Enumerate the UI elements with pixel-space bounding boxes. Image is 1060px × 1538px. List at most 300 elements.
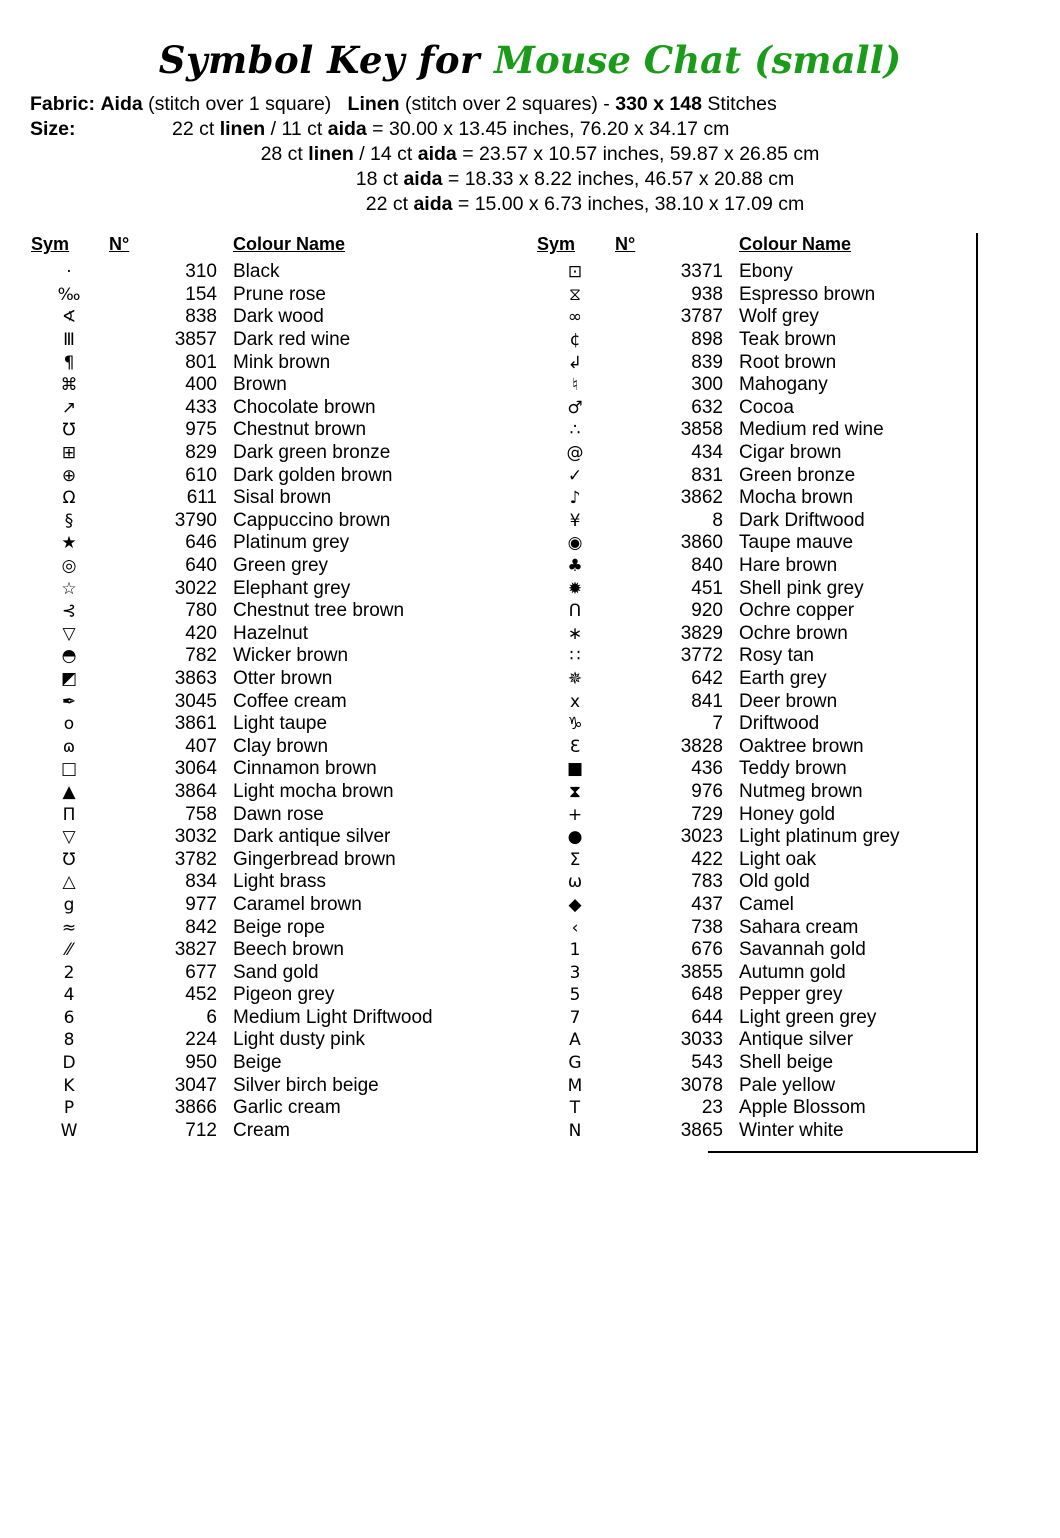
cell-colour-name-right: Camel (739, 893, 794, 915)
cell-gap (520, 826, 536, 849)
cell-colour-name-left: Chestnut brown (233, 419, 367, 441)
cell-number-left: 224 (185, 1029, 217, 1051)
symbol-glyph: T (569, 1098, 581, 1119)
cell-number-left: 3864 (174, 780, 217, 802)
cell-colour-name-right: Apple Blossom (739, 1097, 866, 1119)
cell-symbol-right (536, 1029, 614, 1052)
cell-symbol-right (536, 645, 614, 668)
symbol-glyph: o (63, 714, 75, 735)
cell-symbol-right (536, 532, 614, 555)
cell-colour-name-right: Earth grey (739, 667, 827, 689)
stitch-count: 330 x 148 (615, 93, 702, 115)
cell-colour-name-left: Platinum grey (233, 532, 350, 554)
cell-gap (520, 1007, 536, 1030)
cell-symbol-right (536, 1052, 614, 1075)
cell-number-right: 3828 (680, 735, 723, 757)
symbol-glyph: ¥ (569, 510, 581, 531)
cell-colour-name-left: Light brass (233, 871, 326, 893)
cell-number-right: 738 (691, 916, 723, 938)
symbol-glyph: ◓ (61, 646, 77, 667)
cell-number-right: 783 (691, 871, 723, 893)
cell-colour-name-left: Chocolate brown (233, 396, 376, 418)
cell-colour-name-right: Espresso brown (739, 283, 876, 305)
size-value-4: 22 ct aida = 15.00 x 6.73 inches, 38.10 x 17.09 cm (365, 193, 805, 215)
cell-gap (520, 1074, 536, 1097)
cell-symbol-left (30, 781, 108, 804)
table-row (30, 329, 1026, 352)
cell-symbol-right (536, 623, 614, 646)
cell-symbol-left (30, 1120, 108, 1143)
cell-colour-name-left: Beige (233, 1052, 282, 1074)
cell-gap (520, 351, 536, 374)
cell-colour-name-left: Dark wood (233, 306, 324, 328)
cell-number-right: 920 (691, 600, 723, 622)
cell-colour-name-right: Light oak (739, 848, 817, 870)
cell-colour-name-right: Wolf grey (739, 306, 819, 328)
cell-symbol-left (30, 871, 108, 894)
cell-colour-name-right: Root brown (739, 351, 837, 373)
cell-symbol-left (30, 261, 108, 284)
table-row (30, 487, 1026, 510)
table-row (30, 984, 1026, 1007)
cell-gap (520, 916, 536, 939)
cell-number-right: 437 (691, 893, 723, 915)
cell-number-left: 3064 (174, 758, 217, 780)
cell-number-right: 434 (691, 442, 723, 464)
symbol-glyph: 3 (569, 962, 581, 983)
cell-colour-name-left: Green grey (233, 555, 329, 577)
symbol-glyph: § (64, 510, 74, 531)
cell-colour-name-left: Beech brown (233, 939, 344, 961)
cell-number-right: 676 (691, 939, 723, 961)
cell-symbol-right (536, 329, 614, 352)
cell-gap (520, 871, 536, 894)
cell-gap (520, 600, 536, 623)
cell-gap (520, 690, 536, 713)
cell-symbol-left (30, 329, 108, 352)
cell-number-left: 3857 (174, 329, 217, 351)
table-row (30, 600, 1026, 623)
symbol-glyph: ◆ (568, 894, 582, 915)
cell-symbol-right (536, 306, 614, 329)
cell-gap (520, 848, 536, 871)
symbol-glyph: A (569, 1030, 581, 1051)
symbol-glyph: 8 (63, 1030, 75, 1051)
symbol-glyph: ■ (566, 759, 584, 780)
cell-number-left: 3022 (174, 577, 217, 599)
cell-colour-name-right: Medium red wine (739, 419, 884, 441)
symbol-glyph: ▽ (62, 827, 76, 848)
cell-gap (520, 894, 536, 917)
cell-symbol-right (536, 374, 614, 397)
cell-number-left: 842 (185, 916, 217, 938)
symbol-glyph: ∴ (569, 420, 581, 441)
symbol-glyph: 2 (63, 962, 75, 983)
cell-number-left: 3045 (174, 690, 217, 712)
symbol-glyph: ⊡ (567, 262, 583, 283)
cell-symbol-left (30, 848, 108, 871)
cell-colour-name-left: Otter brown (233, 667, 333, 689)
cell-number-right: 841 (691, 690, 723, 712)
cell-colour-name-right: Savannah gold (739, 939, 866, 961)
cell-number-right: 3772 (680, 645, 723, 667)
cell-number-right: 3855 (680, 961, 723, 983)
cell-colour-name-left: Medium Light Driftwood (233, 1006, 433, 1028)
cell-colour-name-right: Light platinum grey (739, 826, 900, 848)
cell-gap (520, 645, 536, 668)
symbol-glyph: ▽ (62, 623, 76, 644)
document-page (0, 38, 1060, 1538)
table-row (30, 397, 1026, 420)
symbol-glyph: ∞ (567, 307, 583, 328)
cell-symbol-left (30, 397, 108, 420)
cell-colour-name-left: Mink brown (233, 351, 331, 373)
table-row (30, 577, 1026, 600)
cell-number-right: 938 (691, 283, 723, 305)
cell-number-left: 610 (185, 464, 217, 486)
cell-colour-name-right: Ebony (739, 261, 793, 283)
cell-colour-name-left: Dawn rose (233, 803, 324, 825)
cell-colour-name-right: Cigar brown (739, 442, 842, 464)
symbol-glyph: Ո (568, 601, 582, 622)
symbol-glyph: ♮ (571, 375, 579, 396)
cell-number-left: 3863 (174, 667, 217, 689)
cell-symbol-right (536, 758, 614, 781)
header-gap (520, 233, 536, 261)
cell-colour-name-right: Antique silver (739, 1029, 854, 1051)
cell-gap (520, 464, 536, 487)
symbol-glyph: 6 (63, 1007, 75, 1028)
symbol-glyph: ♣ (567, 556, 583, 577)
cell-colour-name-left: Coffee cream (233, 690, 347, 712)
cell-colour-name-left: Pigeon grey (233, 984, 335, 1006)
cell-number-right: 3862 (680, 487, 723, 509)
cell-symbol-left (30, 939, 108, 962)
cell-symbol-right (536, 735, 614, 758)
cell-symbol-left (30, 306, 108, 329)
cell-number-right: 3078 (680, 1074, 723, 1096)
table-row (30, 645, 1026, 668)
cell-gap (520, 577, 536, 600)
cell-number-right: 8 (712, 509, 723, 531)
symbol-glyph: ℧ (62, 420, 76, 441)
symbol-glyph: K (63, 1075, 75, 1096)
cell-number-right: 3858 (680, 419, 723, 441)
cell-symbol-right (536, 871, 614, 894)
cell-symbol-right (536, 826, 614, 849)
cell-colour-name-right: Honey gold (739, 803, 836, 825)
cell-symbol-left (30, 894, 108, 917)
cell-symbol-left (30, 532, 108, 555)
fabric-line (30, 92, 1030, 117)
cell-number-left: 640 (185, 555, 217, 577)
cell-number-left: 977 (185, 893, 217, 915)
cell-colour-name-left: Garlic cream (233, 1097, 341, 1119)
table-row (30, 1074, 1026, 1097)
size-value-3: 18 ct aida = 18.33 x 8.22 inches, 46.57 x 20.88 cm (355, 168, 795, 190)
cell-gap (520, 803, 536, 826)
cell-number-right: 3023 (680, 826, 723, 848)
table-row (30, 510, 1026, 533)
symbol-glyph: 7 (569, 1007, 581, 1028)
symbol-glyph: Σ (569, 849, 581, 870)
cell-symbol-left (30, 690, 108, 713)
cell-number-right: 436 (691, 758, 723, 780)
cell-colour-name-left: Caramel brown (233, 893, 362, 915)
symbol-glyph: □ (60, 759, 78, 780)
table-row (30, 894, 1026, 917)
header-name-right: Colour Name (739, 234, 852, 254)
symbol-glyph: ω (567, 872, 583, 893)
cell-number-right: 3787 (680, 306, 723, 328)
cell-number-left: 3032 (174, 826, 217, 848)
cell-symbol-right (536, 464, 614, 487)
symbol-glyph: ∗ (567, 623, 583, 644)
cell-colour-name-right: Light green grey (739, 1006, 877, 1028)
cell-number-left: 801 (185, 351, 217, 373)
symbol-glyph: W (60, 1120, 78, 1141)
symbol-glyph: N (568, 1120, 582, 1141)
table-header-row (30, 233, 1026, 261)
size-value-2: 28 ct linen / 14 ct aida = 23.57 x 10.57 inches, 59.87 x 26.85 cm (260, 143, 820, 165)
symbol-glyph: Ⅲ (63, 330, 75, 351)
table-row (30, 916, 1026, 939)
cell-gap (520, 419, 536, 442)
title-main-text: Symbol Key for (158, 38, 481, 82)
cell-colour-name-left: Beige rope (233, 916, 325, 938)
cell-symbol-right (536, 397, 614, 420)
cell-number-left: 712 (185, 1119, 217, 1141)
cell-symbol-left (30, 1029, 108, 1052)
cell-gap (520, 713, 536, 736)
symbol-glyph: ≈ (61, 917, 77, 938)
symbol-glyph: ♪ (569, 488, 581, 509)
cell-symbol-right (536, 916, 614, 939)
cell-symbol-left (30, 1097, 108, 1120)
cell-number-left: 400 (185, 374, 217, 396)
symbol-glyph: ∢ (61, 307, 77, 328)
cell-symbol-right (536, 894, 614, 917)
cell-colour-name-left: Brown (233, 374, 287, 396)
cell-symbol-right (536, 781, 614, 804)
linen-label: Linen (347, 93, 400, 115)
table-row (30, 555, 1026, 578)
cell-number-right: 3371 (680, 261, 723, 283)
cell-number-left: 3047 (174, 1074, 217, 1096)
cell-symbol-right (536, 848, 614, 871)
cell-colour-name-right: Mahogany (739, 374, 828, 396)
cell-number-left: 758 (185, 803, 217, 825)
cell-symbol-right (536, 1007, 614, 1030)
cell-number-left: 950 (185, 1052, 217, 1074)
cell-symbol-left (30, 668, 108, 691)
cell-symbol-left (30, 826, 108, 849)
cell-gap (520, 961, 536, 984)
cell-symbol-right (536, 510, 614, 533)
symbol-glyph: ♂ (567, 397, 583, 418)
aida-label: Aida (100, 93, 143, 115)
symbol-glyph: ✒ (61, 691, 77, 712)
symbol-glyph: M (567, 1075, 583, 1096)
symbol-key-table (30, 233, 1026, 1142)
table-row (30, 464, 1026, 487)
table-row (30, 848, 1026, 871)
symbol-glyph: ☆ (61, 578, 77, 599)
cell-colour-name-left: Cream (233, 1119, 291, 1141)
cell-gap (520, 668, 536, 691)
cell-colour-name-right: Shell beige (739, 1052, 834, 1074)
symbol-glyph: D (62, 1053, 76, 1074)
cell-colour-name-right: Teddy brown (739, 758, 847, 780)
symbol-glyph: Ʊ (62, 849, 76, 870)
cell-number-left: 780 (185, 600, 217, 622)
cell-number-left: 838 (185, 306, 217, 328)
cell-gap (520, 939, 536, 962)
cell-gap (520, 329, 536, 352)
cell-colour-name-right: Mocha brown (739, 487, 854, 509)
cell-colour-name-left: Gingerbread brown (233, 848, 396, 870)
symbol-glyph: ↗ (61, 397, 77, 418)
table-row (30, 781, 1026, 804)
cell-colour-name-left: Dark green bronze (233, 442, 391, 464)
cell-colour-name-right: Hare brown (739, 555, 838, 577)
cell-colour-name-right: Autumn gold (739, 961, 846, 983)
table-row (30, 735, 1026, 758)
symbol-glyph: ✵ (567, 668, 583, 689)
cell-symbol-right (536, 1074, 614, 1097)
size-line-2 (30, 142, 1030, 167)
symbol-glyph: ¶ (63, 352, 75, 373)
symbol-glyph: ✓ (567, 465, 583, 486)
cell-number-left: 3827 (174, 939, 217, 961)
size-label: Size: (30, 118, 76, 140)
cell-colour-name-right: Ochre brown (739, 622, 848, 644)
cell-number-right: 632 (691, 396, 723, 418)
cell-number-right: 300 (691, 374, 723, 396)
symbol-glyph: @ (566, 443, 584, 464)
cell-colour-name-left: Light mocha brown (233, 780, 394, 802)
cell-symbol-right (536, 939, 614, 962)
table-row (30, 374, 1026, 397)
linen-note: (stitch over 2 squares) - (404, 93, 610, 115)
symbol-glyph: ⧖ (569, 284, 581, 305)
table-row (30, 871, 1026, 894)
cell-symbol-left (30, 487, 108, 510)
page-title (0, 38, 1060, 82)
cell-symbol-left (30, 464, 108, 487)
cell-number-left: 452 (185, 984, 217, 1006)
symbol-glyph: ¢ (569, 330, 581, 351)
cell-symbol-right (536, 961, 614, 984)
cell-colour-name-right: Winter white (739, 1119, 844, 1141)
cell-gap (520, 374, 536, 397)
cell-number-right: 23 (701, 1097, 723, 1119)
cell-colour-name-right: Cocoa (739, 396, 794, 418)
cell-symbol-right (536, 1097, 614, 1120)
symbol-glyph: Ω (62, 488, 76, 509)
cell-gap (520, 984, 536, 1007)
cell-symbol-left (30, 1052, 108, 1075)
header-name-left: Colour Name (233, 234, 346, 254)
title-accent-text: Mouse Chat (small) (494, 38, 902, 82)
symbol-glyph: 1 (569, 940, 581, 961)
cell-number-right: 451 (691, 577, 723, 599)
cell-symbol-left (30, 623, 108, 646)
table-row (30, 419, 1026, 442)
cell-number-left: 154 (185, 283, 217, 305)
cell-colour-name-right: Driftwood (739, 713, 820, 735)
table-row (30, 758, 1026, 781)
symbol-glyph: g (63, 894, 75, 915)
cell-colour-name-right: Old gold (739, 871, 810, 893)
cell-colour-name-right: Deer brown (739, 690, 838, 712)
cell-symbol-right (536, 984, 614, 1007)
cell-colour-name-right: Pale yellow (739, 1074, 836, 1096)
cell-colour-name-right: Taupe mauve (739, 532, 854, 554)
symbol-glyph: Ɛ (569, 736, 581, 757)
cell-colour-name-left: Silver birch beige (233, 1074, 379, 1096)
symbol-glyph: △ (62, 872, 76, 893)
symbol-glyph: ⊞ (61, 443, 77, 464)
cell-number-right: 422 (691, 848, 723, 870)
symbol-glyph: ⧗ (569, 781, 581, 802)
cell-symbol-left (30, 351, 108, 374)
cell-number-right: 840 (691, 555, 723, 577)
cell-gap (520, 1097, 536, 1120)
cell-colour-name-left: Light dusty pink (233, 1029, 366, 1051)
cell-gap (520, 758, 536, 781)
cell-number-right: 3033 (680, 1029, 723, 1051)
cell-gap (520, 442, 536, 465)
cell-symbol-right (536, 487, 614, 510)
cell-symbol-left (30, 510, 108, 533)
cell-symbol-right (536, 261, 614, 284)
cell-number-left: 407 (185, 735, 217, 757)
symbol-key-table-wrap (0, 233, 1060, 1142)
table-row (30, 690, 1026, 713)
cell-number-left: 6 (206, 1006, 217, 1028)
cell-gap (520, 1029, 536, 1052)
table-row (30, 442, 1026, 465)
cell-gap (520, 487, 536, 510)
cell-symbol-right (536, 713, 614, 736)
table-row (30, 826, 1026, 849)
cell-colour-name-left: Elephant grey (233, 577, 351, 599)
header-num-left: N° (109, 234, 130, 254)
cell-symbol-right (536, 442, 614, 465)
fabric-label: Fabric: (30, 93, 96, 115)
cell-colour-name-right: Sahara cream (739, 916, 859, 938)
cell-colour-name-left: Sisal brown (233, 487, 332, 509)
cell-number-right: 839 (691, 351, 723, 373)
cell-number-left: 975 (185, 419, 217, 441)
cell-gap (520, 1052, 536, 1075)
cell-colour-name-left: Dark antique silver (233, 826, 391, 848)
cell-number-right: 543 (691, 1052, 723, 1074)
symbol-glyph: ◩ (60, 668, 78, 689)
cell-symbol-left (30, 803, 108, 826)
table-row (30, 351, 1026, 374)
cell-gap (520, 284, 536, 307)
size-line-4 (30, 192, 1030, 217)
header-num-right: N° (615, 234, 636, 254)
symbol-glyph: + (567, 804, 583, 825)
table-row (30, 713, 1026, 736)
cell-colour-name-left: Dark golden brown (233, 464, 393, 486)
cell-number-left: 677 (185, 961, 217, 983)
cell-symbol-left (30, 961, 108, 984)
cell-number-left: 420 (185, 622, 217, 644)
